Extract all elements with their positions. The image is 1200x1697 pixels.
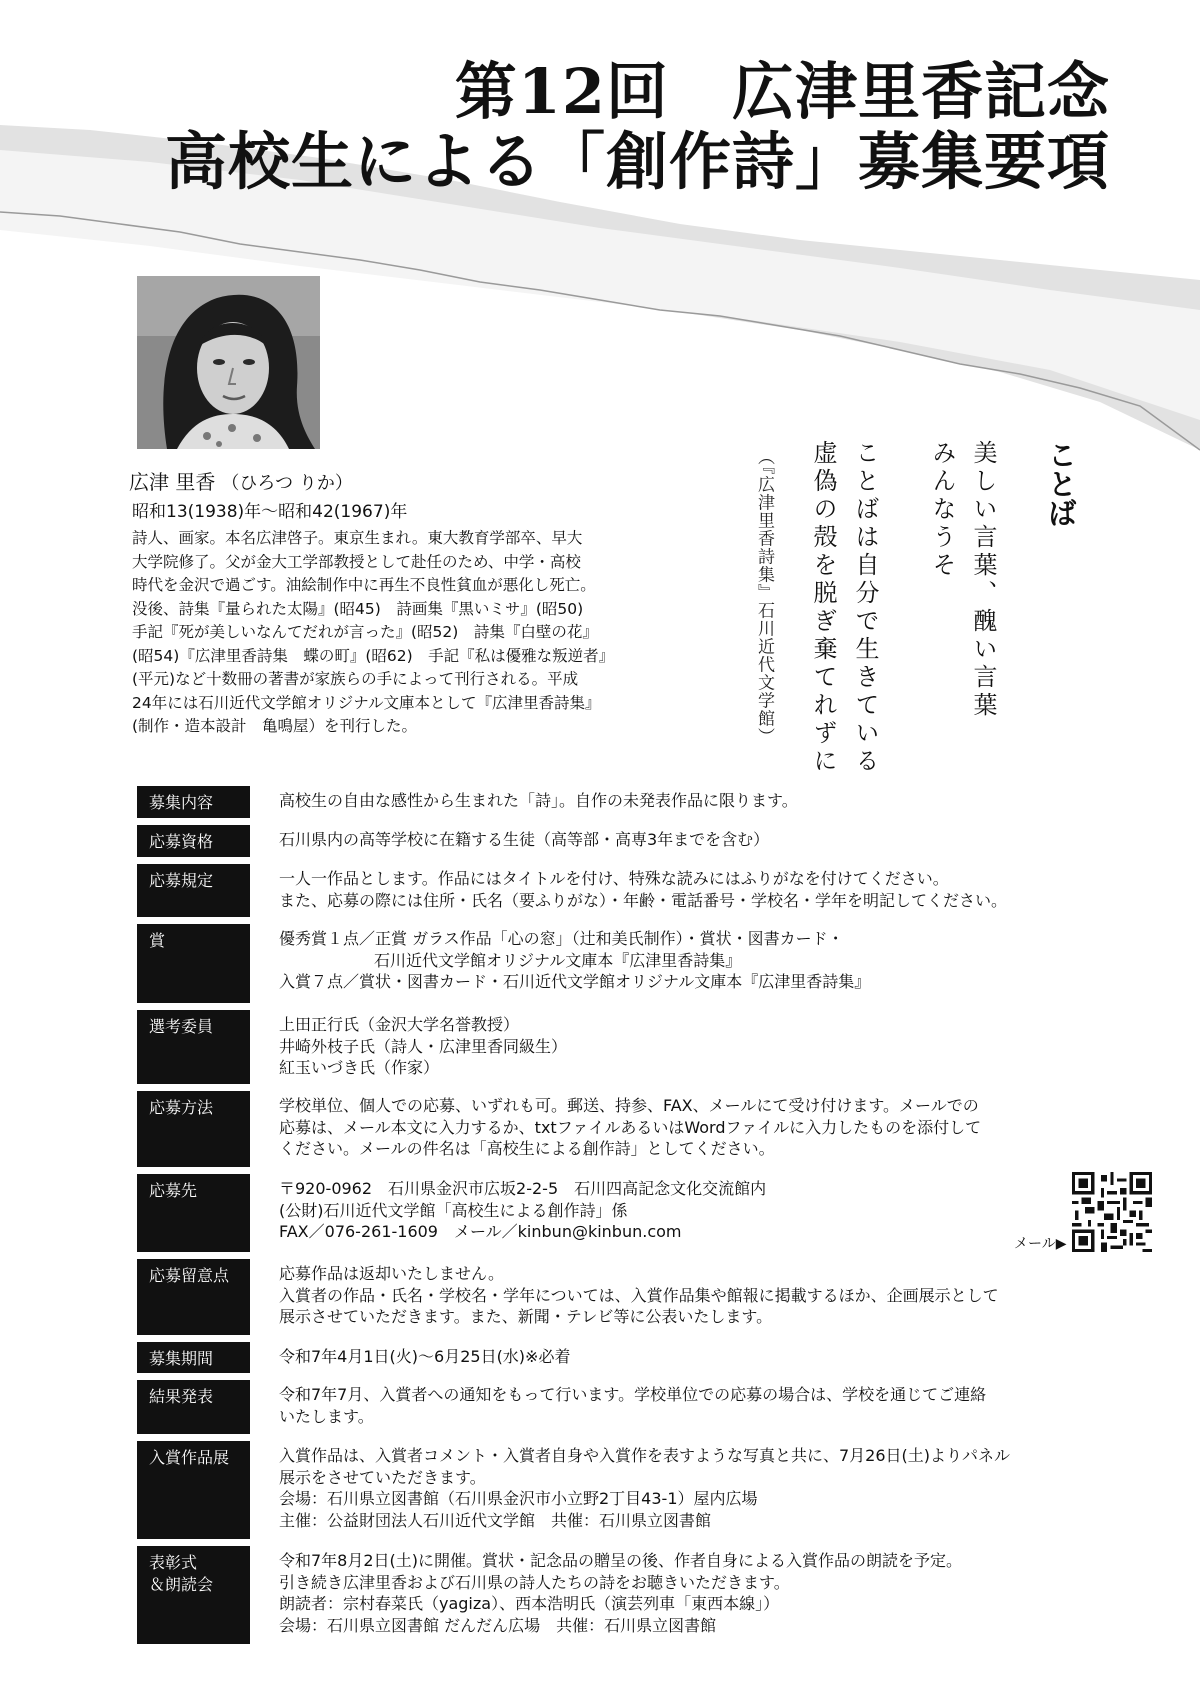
row-content: 学校単位、個人での応募、いずれも可。郵送、持参、FAX、メールにて受け付けます。メールでの 応募は、メール本文に入力するか、txtファイルあるいはWordファイルに入力したものを添付して ください。メールの件名は「高校生による創作詩」としてください。 <box>279 1096 982 1158</box>
bio-line: (制作・造本設計 亀鳴屋）を刊行した。 <box>132 717 418 735</box>
row-content: 一人一作品とします。作品にはタイトルを付け、特殊な読みにはふりがなを付けてください。 また、応募の際には住所・氏名（要ふりがな）・年齢・電話番号・学校名・学年を明記してください。 <box>279 869 1008 910</box>
poem-line: みんなうそ <box>928 440 956 580</box>
table-row <box>137 1091 1077 1167</box>
bio-line: 時代を金沢で過ごす。油絵制作中に再生不良性貧血が悪化し死亡。 <box>132 576 596 594</box>
poet-name-reading: （ひろつ りか） <box>221 473 353 494</box>
row-label: 募集期間 <box>137 1342 250 1373</box>
row-label: 賞 <box>137 924 250 1003</box>
table-row <box>137 786 1077 818</box>
row-content: 上田正行氏（金沢大学名誉教授） 井崎外枝子氏（詩人・広津里香同級生） 紅玉いづき氏（作家） <box>279 1015 568 1077</box>
bio-line: 没後、詩集『量られた太陽』(昭45) 詩画集『黒いミサ』(昭50) <box>132 599 584 618</box>
table-row <box>137 825 1077 857</box>
bio-line: 大学院修了。父が金大工学部教授として赴任のため、中学・高校 <box>132 552 581 571</box>
row-label: 募集内容 <box>137 786 250 818</box>
table-row <box>137 1441 1077 1539</box>
row-content: 高校生の自由な感性から生まれた「詩」。自作の未発表作品に限ります。 <box>279 791 798 810</box>
table-row <box>137 1546 1077 1644</box>
table-row <box>137 864 1077 917</box>
row-label: 応募方法 <box>137 1091 250 1167</box>
row-label: 応募先 <box>137 1174 250 1252</box>
row-content: 令和7年4月1日(火)〜6月25日(水)※必着 <box>279 1347 571 1366</box>
bio-line: 詩人、画家。本名広津啓子。東京生まれ。東大教育学部卒、早大 <box>132 529 583 547</box>
row-label: 応募資格 <box>137 825 250 857</box>
table-row <box>137 1342 1077 1373</box>
row-content: 優秀賞１点／正賞 ガラス作品「心の窓」（辻和美氏制作）・賞状・図書カード・ 石川近代文学館オリジナル文庫本『広津里香詩集』 入賞７点／賞状・図書カード・石川近代文学館オリジナル文庫本『広津里香詩集』 <box>279 929 871 991</box>
row-content: 入賞作品は、入賞者コメント・入賞者自身や入賞作を表すような写真と共に、7月26日(土)よりパネル 展示をさせていただきます。 会場：石川県立図書館（石川県金沢市小立野2丁目43-1）屋内広場 主催：公益財団法人石川近代文学館 共催：石川県立図書館 <box>279 1446 1011 1530</box>
poem-title: ことば <box>1044 440 1078 527</box>
row-content: 令和7年8月2日(土)に開催。賞状・記念品の贈呈の後、作者自身による入賞作品の朗読を予定。 引き続き広津里香および石川県の詩人たちの詩をお聴きいただきます。 朗読者：宗村春菜氏（yagiza）、西本浩明氏（演芸列車「東西本線」） 会場：石川県立図書館 だんだん広場 共催：石川県立図書館 <box>279 1551 963 1635</box>
poet-portrait <box>137 276 320 449</box>
bio-line: 24年には石川近代文学館オリジナル文庫本として『広津里香詩集』 <box>132 693 601 712</box>
row-content: 石川県内の高等学校に在籍する生徒（高等部・高専3年までを含む） <box>279 830 770 849</box>
poem-line: 虚偽の殻を脱ぎ棄てれずに <box>809 440 837 776</box>
poet-name-text: 広津 里香 <box>129 470 216 494</box>
poem-line: ことばは自分で生きている <box>851 440 879 776</box>
bio-line: 手記『死が美しいなんてだれが言った』(昭52) 詩集『白壁の花』 <box>132 623 598 641</box>
row-label: 表彰式 ＆朗読会 <box>137 1546 250 1644</box>
page-title-line1: 第12回 広津里香記念 <box>454 55 1110 128</box>
row-content: 〒920-0962 石川県金沢市広坂2-2-5 石川四高記念文化交流館内 (公財)石川近代文学館「高校生による創作詩」係 FAX／076-261-1609 メール／kinbun@kinbun.com メール▶ <box>279 1178 1077 1243</box>
row-label: 応募留意点 <box>137 1259 250 1335</box>
row-label: 結果発表 <box>137 1380 250 1434</box>
poet-dates: 昭和13(1938)年〜昭和42(1967)年 <box>132 502 408 522</box>
qr-caption: メール▶ <box>1014 1236 1067 1252</box>
table-row <box>137 1010 1077 1084</box>
poet-name <box>129 466 353 495</box>
row-label: 応募規定 <box>137 864 250 917</box>
table-row <box>137 1380 1077 1434</box>
bio-line: (平元)など十数冊の著書が家族らの手によって刊行される。平成 <box>132 670 579 688</box>
poem-line: 美しい言葉、醜い言葉 <box>969 440 997 720</box>
poem-source: （『広津里香詩集』石川近代文学館） <box>754 448 774 746</box>
table-row <box>137 924 1077 1003</box>
row-label: 選考委員 <box>137 1010 250 1084</box>
table-row <box>137 1259 1077 1335</box>
row-content: 応募作品は返却いたしません。 入賞者の作品・氏名・学校名・学年については、入賞作品集や館報に掲載するほか、企画展示として 展示させていただきます。また、新聞・テレビ等に公表いたします。 <box>279 1264 999 1326</box>
bio-line: (昭54)『広津里香詩集 蝶の町』(昭62) 手記『私は優雅な叛逆者』 <box>132 646 615 665</box>
row-content: 令和7年7月、入賞者への通知をもって行います。学校単位での応募の場合は、学校を通じてご連絡 いたします。 <box>279 1385 987 1426</box>
table-row <box>137 1174 1077 1252</box>
page-title-line2: 高校生による「創作詩」募集要項 <box>164 125 1110 198</box>
qr-code[interactable] <box>1072 1172 1152 1252</box>
poet-bio <box>132 527 652 739</box>
row-label: 入賞作品展 <box>137 1441 250 1539</box>
